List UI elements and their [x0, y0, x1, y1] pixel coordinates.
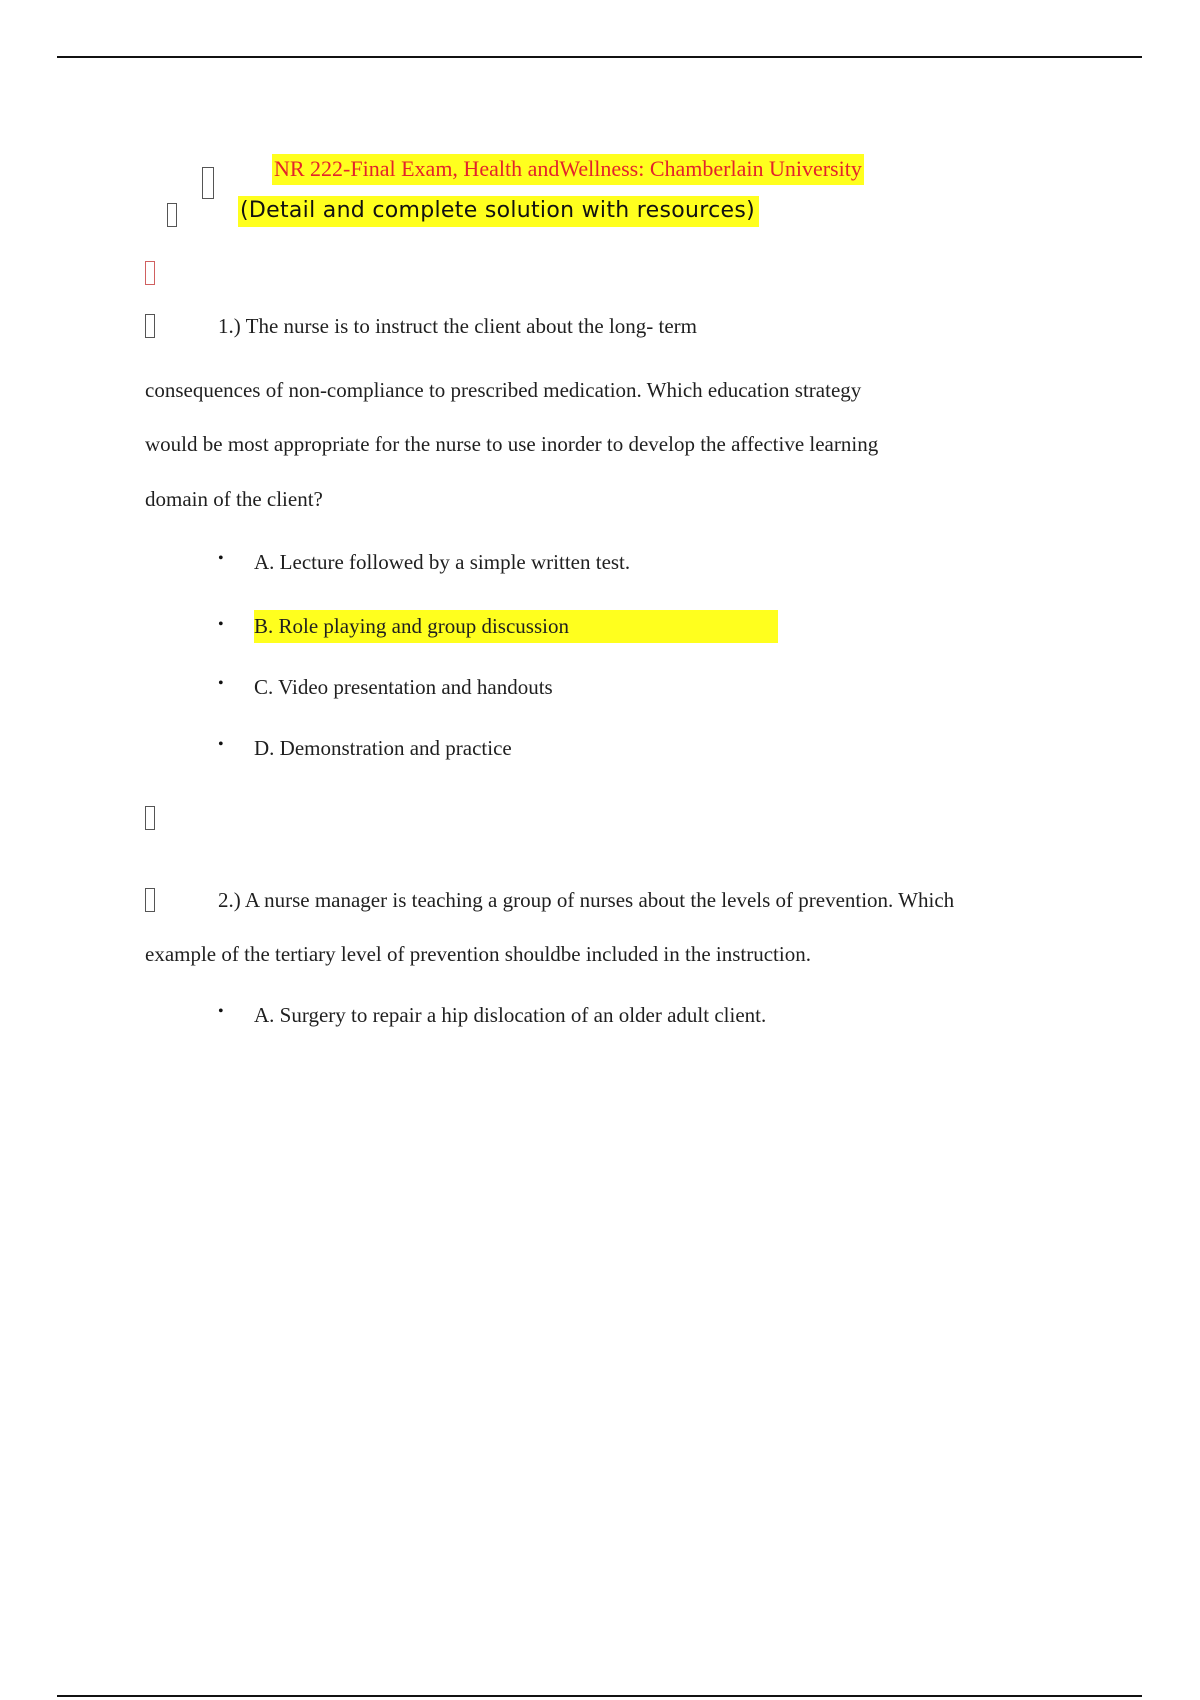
bullet-icon: •	[218, 616, 224, 633]
missing-glyph-icon	[145, 888, 155, 912]
question-2-stem-line: example of the tertiary level of prevention shouldbe included in the instruction.	[145, 942, 811, 966]
question-1-stem-line: would be most appropriate for the nurse to use inorder to develop the affective learning	[145, 432, 879, 456]
question-2-option-a: A. Surgery to repair a hip dislocation of an older adult client.	[254, 1003, 767, 1027]
bullet-icon: •	[218, 550, 224, 567]
question-1-stem-line: 1.) The nurse is to instruct the client about the long- term	[218, 314, 698, 338]
bullet-icon: •	[218, 675, 224, 692]
missing-glyph-icon	[145, 806, 155, 830]
question-2-stem-line: 2.) A nurse manager is teaching a group of nurses about the levels of prevention. Which	[218, 888, 955, 912]
missing-glyph-icon	[145, 261, 155, 285]
missing-glyph-icon	[145, 314, 155, 338]
missing-glyph-icon	[202, 167, 214, 199]
document-title: NR 222-Final Exam, Health andWellness: Chamberlain University	[272, 154, 864, 185]
document-subtitle: (Detail and complete solution with resources)	[238, 196, 759, 227]
footer-rule	[57, 1695, 1142, 1697]
bullet-icon: •	[218, 736, 224, 753]
question-1-option-b-answer: B. Role playing and group discussion	[254, 610, 778, 643]
question-1-option-d: D. Demonstration and practice	[254, 736, 512, 760]
question-1-stem-line: consequences of non-compliance to prescribed medication. Which education strategy	[145, 378, 862, 402]
question-1-option-c: C. Video presentation and handouts	[254, 675, 553, 699]
bullet-icon: •	[218, 1003, 224, 1020]
missing-glyph-icon	[167, 203, 177, 227]
question-1-option-a: A. Lecture followed by a simple written test.	[254, 550, 631, 574]
question-1-stem-line: domain of the client?	[145, 487, 323, 511]
header-rule	[57, 56, 1142, 58]
